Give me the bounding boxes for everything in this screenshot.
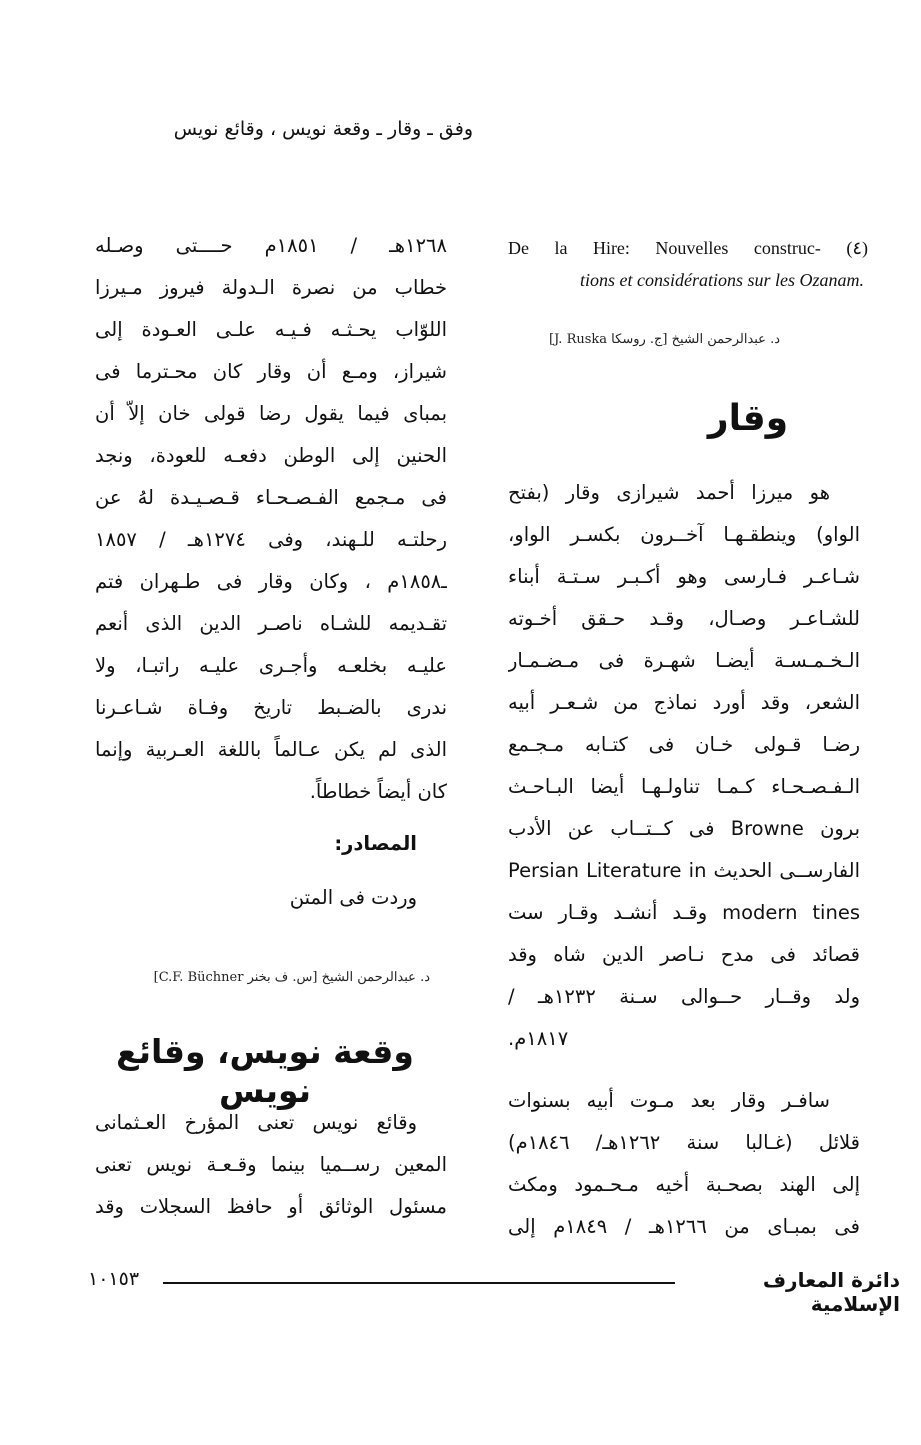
text-line: رضـا قـولى خـان فى كتـابه مـجـمع	[508, 733, 860, 756]
text-line: ـ١٨٥٨م ، وكان وقار فى طـهران فتم	[95, 570, 447, 593]
text-line: ١٢٦٨هـ / ١٨٥١م حــــتى وصـله	[95, 234, 447, 257]
author-signature-ruska: د. عبدالرحمن الشيخ [ج. روسكا J. Ruska]	[549, 332, 780, 347]
text-line: الـخـمـسـة أيضـا شهـرة فى مـضـمـار	[508, 649, 860, 672]
sources-heading: المصادر:	[334, 832, 417, 855]
footnote-line-1: De la Hire: Nouvelles construc- (٤)	[508, 238, 868, 258]
footer-publication-title: دائرة المعارف الإسلامية	[762, 1268, 900, 1316]
text-line: فى بمبـاى من ١٢٦٦هـ / ١٨٤٩م إلى	[508, 1215, 860, 1238]
text-line: هو ميرزا أحمد شيرازى وقار (بفتح	[508, 481, 830, 504]
text-line: الفارســى الحديث Persian Literature in	[508, 859, 860, 882]
footer-rule	[163, 1282, 675, 1284]
sources-text: وردت فى المتن	[289, 886, 417, 909]
text-line: إلى الهند بصحـبة أخيه مـحـمود ومكث	[508, 1173, 860, 1196]
text-line: ولد وقــار حــوالى سـنة ١٢٣٢هـ /	[508, 985, 860, 1008]
text-line: شيراز، ومـع أن وقار كان محـترما فى	[95, 360, 447, 383]
author-signature-buchner: د. عبدالرحمن الشيخ [س. ف بخنر C.F. Büchner]	[153, 970, 430, 985]
footnote-line-2: tions et considérations sur les Ozanam.	[579, 270, 864, 290]
text-line: ندرى بالضـبط تاريخ وفـاة شـاعـرنا	[95, 696, 447, 719]
text-line: شـاعـر فـارسى وهو أكـبـر سـتـة أبناء	[508, 565, 860, 588]
article-title-waqaat-nuwis: وقعة نويس، وقائع نويس	[116, 1032, 414, 1110]
text-line: ١٨١٧م.	[508, 1027, 569, 1050]
text-line: رحلتـه للـهند، وفى ١٢٧٤هـ / ١٨٥٧	[95, 528, 447, 551]
text-line: عليـه بخلعـه وأجـرى عليـه راتبـا، ولا	[95, 654, 447, 677]
text-line: كان أيضاً خطاطاً.	[309, 780, 447, 803]
text-line: برون Browne فى كــتــاب عن الأدب	[508, 817, 860, 840]
text-line: الواو) وينطقـهـا آخــرون بكسـر الواو،	[508, 523, 860, 546]
text-line: للشـاعـر وصـال، وقـد حـقق أخـوته	[508, 607, 860, 630]
text-line: مسئول الوثائق أو حافظ السجلات وقد	[95, 1195, 447, 1218]
text-line: قصائد فى مدح نـاصر الدين شاه وقد	[508, 943, 860, 966]
text-line: فى مـجمع الفـصـحـاء قـصـيـدة لهُ عن	[95, 486, 447, 509]
page-number: ١٠١٥٣	[88, 1268, 140, 1290]
text-line: الذى لم يكن عـالماً باللغة العـربية وإنما	[95, 738, 447, 761]
text-line: تقـديمه للشـاه ناصـر الدين الذى أنعم	[95, 612, 447, 635]
text-line: خطاب من نصرة الـدولة فيروز مـيرزا	[95, 276, 447, 299]
text-line: قلائل (غـالبا سنة ١٢٦٢هـ/ ١٨٤٦م)	[508, 1131, 860, 1154]
text-line: اللوّاب يحـثـه فـيـه علـى العـودة إلى	[95, 318, 447, 341]
text-line: بمباى فيما يقول رضا قولى خان إلاّ أن	[95, 402, 447, 425]
running-head: وفق ـ وقار ـ وقعة نويس ، وقائع نويس	[173, 118, 473, 140]
text-line: المعين رســميا بينما وقـعـة نويس تعنى	[95, 1153, 447, 1176]
text-line: وقائع نويس تعنى المؤرخ العـثمانى	[95, 1111, 417, 1134]
article-title-waqar: وقار	[707, 398, 789, 439]
text-line: الـفـصـحـاء كـمـا تناولـهـا أيضا البـاحـث	[508, 775, 860, 798]
right-column	[508, 232, 868, 296]
text-line: سافـر وقار بعد مـوت أبيه بسنوات	[508, 1089, 830, 1112]
text-line: الشعر، وقد أورد نماذج من شـعـر أبيه	[508, 691, 860, 714]
text-line: الحنين إلى الوطن دفعـه للعودة، ونجد	[95, 444, 447, 467]
text-line: modern tines وقـد أنشـد وقـار ست	[508, 901, 860, 924]
article-body-nuwis	[95, 1102, 447, 1228]
article-body-waqar	[508, 472, 860, 1248]
article-body-waqar-continued	[95, 225, 447, 919]
